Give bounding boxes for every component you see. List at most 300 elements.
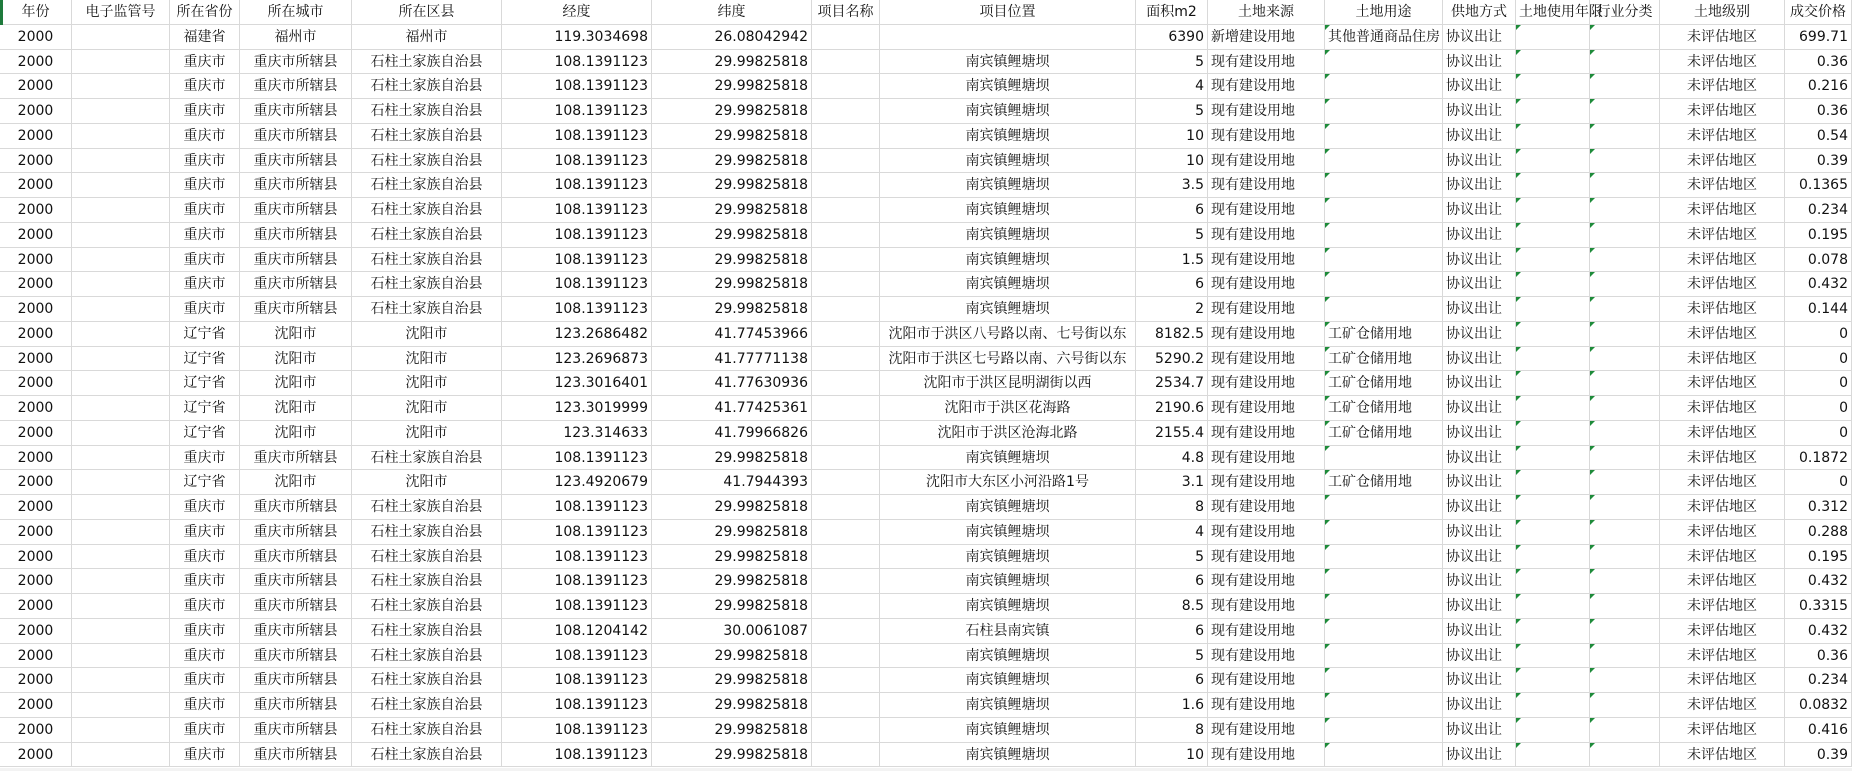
cell-col-province[interactable]: 重庆市: [170, 297, 240, 322]
cell-col-industry[interactable]: [1590, 470, 1660, 495]
cell-col-district[interactable]: 石柱土家族自治县: [352, 198, 502, 223]
cell-col-land-use-years[interactable]: [1516, 644, 1590, 669]
cell-col-province[interactable]: 重庆市: [170, 124, 240, 149]
cell-col-district[interactable]: 石柱土家族自治县: [352, 619, 502, 644]
cell-col-project-name[interactable]: [812, 619, 880, 644]
cell-col-land-source[interactable]: 现有建设用地: [1208, 322, 1325, 347]
cell-col-year[interactable]: 2000: [0, 470, 72, 495]
cell-col-longitude[interactable]: 108.1391123: [502, 248, 652, 273]
cell-col-price[interactable]: 0: [1785, 371, 1852, 396]
cell-col-year[interactable]: 2000: [0, 124, 72, 149]
cell-col-project-location[interactable]: 南宾镇鲤塘坝: [880, 668, 1136, 693]
cell-col-district[interactable]: 石柱土家族自治县: [352, 272, 502, 297]
cell-col-land-source[interactable]: 现有建设用地: [1208, 50, 1325, 75]
cell-col-supply-method[interactable]: 协议出让: [1443, 297, 1516, 322]
cell-col-supply-method[interactable]: 协议出让: [1443, 718, 1516, 743]
cell-col-land-source[interactable]: 现有建设用地: [1208, 520, 1325, 545]
cell-col-year[interactable]: 2000: [0, 495, 72, 520]
cell-col-latitude[interactable]: 26.08042942: [652, 25, 812, 50]
cell-col-district[interactable]: 石柱土家族自治县: [352, 520, 502, 545]
cell-col-supervision-no[interactable]: [72, 371, 170, 396]
cell-col-latitude[interactable]: 29.99825818: [652, 718, 812, 743]
cell-col-province[interactable]: 辽宁省: [170, 470, 240, 495]
cell-col-supply-method[interactable]: 协议出让: [1443, 668, 1516, 693]
cell-col-supervision-no[interactable]: [72, 743, 170, 768]
cell-col-supply-method[interactable]: 协议出让: [1443, 396, 1516, 421]
cell-col-industry[interactable]: [1590, 99, 1660, 124]
cell-col-city[interactable]: 重庆市所辖县: [240, 619, 352, 644]
cell-col-price[interactable]: 0.1365: [1785, 173, 1852, 198]
cell-col-area[interactable]: 2534.7: [1136, 371, 1208, 396]
cell-col-land-source[interactable]: 现有建设用地: [1208, 594, 1325, 619]
cell-col-year[interactable]: 2000: [0, 248, 72, 273]
cell-col-supply-method[interactable]: 协议出让: [1443, 371, 1516, 396]
cell-col-year[interactable]: 2000: [0, 545, 72, 570]
cell-col-land-grade[interactable]: 未评估地区: [1660, 396, 1785, 421]
cell-col-latitude[interactable]: 29.99825818: [652, 149, 812, 174]
cell-col-project-name[interactable]: [812, 495, 880, 520]
cell-col-longitude[interactable]: 119.3034698: [502, 25, 652, 50]
cell-col-land-grade[interactable]: 未评估地区: [1660, 644, 1785, 669]
cell-col-land-use[interactable]: [1325, 74, 1443, 99]
cell-col-land-use-years[interactable]: [1516, 470, 1590, 495]
cell-col-land-use[interactable]: [1325, 149, 1443, 174]
cell-col-latitude[interactable]: 41.77453966: [652, 322, 812, 347]
cell-col-area[interactable]: 10: [1136, 743, 1208, 768]
cell-col-area[interactable]: 10: [1136, 149, 1208, 174]
cell-col-supply-method[interactable]: 协议出让: [1443, 619, 1516, 644]
cell-col-land-use-years[interactable]: [1516, 520, 1590, 545]
cell-col-project-name[interactable]: [812, 74, 880, 99]
cell-col-district[interactable]: 石柱土家族自治县: [352, 223, 502, 248]
cell-col-price[interactable]: 0.36: [1785, 99, 1852, 124]
cell-col-province[interactable]: 重庆市: [170, 495, 240, 520]
cell-col-city[interactable]: 重庆市所辖县: [240, 569, 352, 594]
cell-col-land-grade[interactable]: 未评估地区: [1660, 619, 1785, 644]
cell-col-land-use[interactable]: [1325, 619, 1443, 644]
cell-col-year[interactable]: 2000: [0, 50, 72, 75]
cell-col-project-name[interactable]: [812, 248, 880, 273]
cell-col-supervision-no[interactable]: [72, 421, 170, 446]
cell-col-longitude[interactable]: 108.1391123: [502, 594, 652, 619]
cell-col-supervision-no[interactable]: [72, 223, 170, 248]
cell-col-district[interactable]: 石柱土家族自治县: [352, 668, 502, 693]
cell-col-supervision-no[interactable]: [72, 248, 170, 273]
cell-col-longitude[interactable]: 108.1391123: [502, 569, 652, 594]
cell-col-province[interactable]: 重庆市: [170, 149, 240, 174]
cell-col-project-location[interactable]: 南宾镇鲤塘坝: [880, 743, 1136, 768]
cell-col-district[interactable]: 沈阳市: [352, 322, 502, 347]
cell-col-price[interactable]: 0.432: [1785, 619, 1852, 644]
cell-col-price[interactable]: 0.3315: [1785, 594, 1852, 619]
cell-col-city[interactable]: 重庆市所辖县: [240, 74, 352, 99]
cell-col-land-grade[interactable]: 未评估地区: [1660, 718, 1785, 743]
cell-col-price[interactable]: 0: [1785, 322, 1852, 347]
cell-col-latitude[interactable]: 29.99825818: [652, 495, 812, 520]
cell-col-province[interactable]: 重庆市: [170, 569, 240, 594]
cell-col-land-use-years[interactable]: [1516, 198, 1590, 223]
cell-col-land-grade[interactable]: 未评估地区: [1660, 272, 1785, 297]
cell-col-project-location[interactable]: 沈阳市于洪区七号路以南、六号街以东: [880, 347, 1136, 372]
cell-col-area[interactable]: 4: [1136, 520, 1208, 545]
cell-col-year[interactable]: 2000: [0, 520, 72, 545]
cell-col-industry[interactable]: [1590, 50, 1660, 75]
cell-col-land-source[interactable]: 现有建设用地: [1208, 198, 1325, 223]
cell-col-area[interactable]: 5: [1136, 223, 1208, 248]
cell-col-province[interactable]: 重庆市: [170, 272, 240, 297]
cell-col-industry[interactable]: [1590, 173, 1660, 198]
cell-col-supply-method[interactable]: 协议出让: [1443, 693, 1516, 718]
cell-col-district[interactable]: 福州市: [352, 25, 502, 50]
cell-col-industry[interactable]: [1590, 198, 1660, 223]
header-col-district[interactable]: 所在区县: [352, 0, 502, 25]
cell-col-land-use[interactable]: [1325, 693, 1443, 718]
cell-col-district[interactable]: 沈阳市: [352, 421, 502, 446]
cell-col-project-name[interactable]: [812, 594, 880, 619]
cell-col-longitude[interactable]: 108.1391123: [502, 545, 652, 570]
cell-col-supervision-no[interactable]: [72, 619, 170, 644]
cell-col-project-location[interactable]: 南宾镇鲤塘坝: [880, 520, 1136, 545]
cell-col-price[interactable]: 0: [1785, 470, 1852, 495]
cell-col-land-grade[interactable]: 未评估地区: [1660, 297, 1785, 322]
cell-col-project-name[interactable]: [812, 99, 880, 124]
cell-col-project-location[interactable]: 石柱县南宾镇: [880, 619, 1136, 644]
cell-col-land-grade[interactable]: 未评估地区: [1660, 173, 1785, 198]
cell-col-city[interactable]: 沈阳市: [240, 322, 352, 347]
cell-col-price[interactable]: 0.36: [1785, 50, 1852, 75]
cell-col-area[interactable]: 8.5: [1136, 594, 1208, 619]
cell-col-longitude[interactable]: 108.1391123: [502, 520, 652, 545]
cell-col-project-location[interactable]: 南宾镇鲤塘坝: [880, 124, 1136, 149]
cell-col-province[interactable]: 重庆市: [170, 619, 240, 644]
cell-col-industry[interactable]: [1590, 693, 1660, 718]
cell-col-land-grade[interactable]: 未评估地区: [1660, 743, 1785, 768]
cell-col-land-use[interactable]: 工矿仓储用地: [1325, 371, 1443, 396]
cell-col-supervision-no[interactable]: [72, 74, 170, 99]
cell-col-land-use-years[interactable]: [1516, 545, 1590, 570]
cell-col-city[interactable]: 沈阳市: [240, 470, 352, 495]
cell-col-project-name[interactable]: [812, 743, 880, 768]
cell-col-price[interactable]: 0: [1785, 396, 1852, 421]
cell-col-district[interactable]: 石柱土家族自治县: [352, 50, 502, 75]
cell-col-year[interactable]: 2000: [0, 347, 72, 372]
cell-col-land-grade[interactable]: 未评估地区: [1660, 569, 1785, 594]
cell-col-project-name[interactable]: [812, 396, 880, 421]
cell-col-land-use[interactable]: [1325, 297, 1443, 322]
cell-col-province[interactable]: 重庆市: [170, 743, 240, 768]
cell-col-longitude[interactable]: 108.1391123: [502, 99, 652, 124]
cell-col-industry[interactable]: [1590, 322, 1660, 347]
cell-col-longitude[interactable]: 108.1391123: [502, 50, 652, 75]
cell-col-land-use-years[interactable]: [1516, 272, 1590, 297]
cell-col-price[interactable]: 0.1872: [1785, 446, 1852, 471]
cell-col-city[interactable]: 重庆市所辖县: [240, 173, 352, 198]
cell-col-supervision-no[interactable]: [72, 520, 170, 545]
cell-col-land-use[interactable]: 工矿仓储用地: [1325, 470, 1443, 495]
cell-col-latitude[interactable]: 30.0061087: [652, 619, 812, 644]
cell-col-land-source[interactable]: 现有建设用地: [1208, 149, 1325, 174]
cell-col-project-name[interactable]: [812, 347, 880, 372]
cell-col-industry[interactable]: [1590, 619, 1660, 644]
header-col-price[interactable]: 成交价格: [1785, 0, 1852, 25]
cell-col-land-use[interactable]: [1325, 99, 1443, 124]
cell-col-land-use-years[interactable]: [1516, 248, 1590, 273]
cell-col-land-use[interactable]: [1325, 446, 1443, 471]
cell-col-project-name[interactable]: [812, 718, 880, 743]
cell-col-land-use[interactable]: [1325, 223, 1443, 248]
cell-col-province[interactable]: 重庆市: [170, 520, 240, 545]
cell-col-industry[interactable]: [1590, 347, 1660, 372]
cell-col-project-location[interactable]: 南宾镇鲤塘坝: [880, 594, 1136, 619]
cell-col-year[interactable]: 2000: [0, 569, 72, 594]
cell-col-supervision-no[interactable]: [72, 470, 170, 495]
cell-col-industry[interactable]: [1590, 124, 1660, 149]
cell-col-area[interactable]: 5: [1136, 99, 1208, 124]
cell-col-project-location[interactable]: 南宾镇鲤塘坝: [880, 495, 1136, 520]
header-col-land-use[interactable]: 土地用途: [1325, 0, 1443, 25]
cell-col-city[interactable]: 重庆市所辖县: [240, 668, 352, 693]
cell-col-price[interactable]: 0.39: [1785, 743, 1852, 768]
cell-col-supervision-no[interactable]: [72, 569, 170, 594]
cell-col-district[interactable]: 石柱土家族自治县: [352, 718, 502, 743]
cell-col-supply-method[interactable]: 协议出让: [1443, 173, 1516, 198]
cell-col-supply-method[interactable]: 协议出让: [1443, 644, 1516, 669]
header-col-project-name[interactable]: 项目名称: [812, 0, 880, 25]
header-col-land-grade[interactable]: 土地级别: [1660, 0, 1785, 25]
cell-col-longitude[interactable]: 123.3019999: [502, 396, 652, 421]
cell-col-year[interactable]: 2000: [0, 421, 72, 446]
cell-col-supply-method[interactable]: 协议出让: [1443, 520, 1516, 545]
cell-col-area[interactable]: 8182.5: [1136, 322, 1208, 347]
cell-col-price[interactable]: 0.54: [1785, 124, 1852, 149]
cell-col-price[interactable]: 0: [1785, 347, 1852, 372]
cell-col-industry[interactable]: [1590, 569, 1660, 594]
cell-col-supply-method[interactable]: 协议出让: [1443, 99, 1516, 124]
cell-col-land-use[interactable]: [1325, 594, 1443, 619]
cell-col-project-location[interactable]: 南宾镇鲤塘坝: [880, 718, 1136, 743]
cell-col-latitude[interactable]: 29.99825818: [652, 569, 812, 594]
cell-col-latitude[interactable]: 29.99825818: [652, 124, 812, 149]
cell-col-province[interactable]: 重庆市: [170, 248, 240, 273]
cell-col-land-use-years[interactable]: [1516, 619, 1590, 644]
cell-col-year[interactable]: 2000: [0, 446, 72, 471]
cell-col-land-use[interactable]: 工矿仓储用地: [1325, 396, 1443, 421]
cell-col-area[interactable]: 6: [1136, 668, 1208, 693]
cell-col-district[interactable]: 石柱土家族自治县: [352, 594, 502, 619]
cell-col-area[interactable]: 1.5: [1136, 248, 1208, 273]
cell-col-supervision-no[interactable]: [72, 396, 170, 421]
cell-col-latitude[interactable]: 29.99825818: [652, 198, 812, 223]
header-col-area[interactable]: 面积m2: [1136, 0, 1208, 25]
cell-col-land-use[interactable]: [1325, 668, 1443, 693]
cell-col-supply-method[interactable]: 协议出让: [1443, 495, 1516, 520]
cell-col-land-use-years[interactable]: [1516, 446, 1590, 471]
cell-col-district[interactable]: 石柱土家族自治县: [352, 446, 502, 471]
cell-col-latitude[interactable]: 29.99825818: [652, 50, 812, 75]
cell-col-latitude[interactable]: 29.99825818: [652, 446, 812, 471]
cell-col-project-location[interactable]: 南宾镇鲤塘坝: [880, 223, 1136, 248]
cell-col-supply-method[interactable]: 协议出让: [1443, 545, 1516, 570]
cell-col-land-use-years[interactable]: [1516, 347, 1590, 372]
cell-col-land-use-years[interactable]: [1516, 668, 1590, 693]
cell-col-supervision-no[interactable]: [72, 173, 170, 198]
cell-col-land-grade[interactable]: 未评估地区: [1660, 198, 1785, 223]
cell-col-year[interactable]: 2000: [0, 99, 72, 124]
header-col-city[interactable]: 所在城市: [240, 0, 352, 25]
cell-col-city[interactable]: 重庆市所辖县: [240, 149, 352, 174]
cell-col-land-source[interactable]: 现有建设用地: [1208, 99, 1325, 124]
cell-col-industry[interactable]: [1590, 594, 1660, 619]
cell-col-area[interactable]: 2155.4: [1136, 421, 1208, 446]
cell-col-industry[interactable]: [1590, 446, 1660, 471]
cell-col-land-grade[interactable]: 未评估地区: [1660, 668, 1785, 693]
cell-col-city[interactable]: 重庆市所辖县: [240, 495, 352, 520]
cell-col-project-name[interactable]: [812, 198, 880, 223]
header-col-project-location[interactable]: 项目位置: [880, 0, 1136, 25]
cell-col-year[interactable]: 2000: [0, 371, 72, 396]
cell-col-industry[interactable]: [1590, 248, 1660, 273]
cell-col-land-source[interactable]: 现有建设用地: [1208, 569, 1325, 594]
cell-col-year[interactable]: 2000: [0, 644, 72, 669]
cell-col-supervision-no[interactable]: [72, 25, 170, 50]
cell-col-land-grade[interactable]: 未评估地区: [1660, 371, 1785, 396]
cell-col-latitude[interactable]: 29.99825818: [652, 272, 812, 297]
cell-col-year[interactable]: 2000: [0, 668, 72, 693]
cell-col-industry[interactable]: [1590, 520, 1660, 545]
header-col-supply-method[interactable]: 供地方式: [1443, 0, 1516, 25]
cell-col-land-source[interactable]: 现有建设用地: [1208, 272, 1325, 297]
cell-col-city[interactable]: 重庆市所辖县: [240, 50, 352, 75]
cell-col-land-use-years[interactable]: [1516, 124, 1590, 149]
cell-col-area[interactable]: 5: [1136, 644, 1208, 669]
cell-col-price[interactable]: 0.195: [1785, 223, 1852, 248]
cell-col-project-name[interactable]: [812, 668, 880, 693]
cell-col-project-location[interactable]: 南宾镇鲤塘坝: [880, 50, 1136, 75]
cell-col-project-name[interactable]: [812, 470, 880, 495]
cell-col-longitude[interactable]: 108.1391123: [502, 693, 652, 718]
cell-col-land-grade[interactable]: 未评估地区: [1660, 149, 1785, 174]
cell-col-longitude[interactable]: 108.1391123: [502, 644, 652, 669]
cell-col-city[interactable]: 重庆市所辖县: [240, 272, 352, 297]
cell-col-district[interactable]: 沈阳市: [352, 396, 502, 421]
cell-col-land-use[interactable]: 工矿仓储用地: [1325, 421, 1443, 446]
cell-col-latitude[interactable]: 29.99825818: [652, 223, 812, 248]
cell-col-latitude[interactable]: 29.99825818: [652, 693, 812, 718]
header-col-latitude[interactable]: 纬度: [652, 0, 812, 25]
cell-col-district[interactable]: 石柱土家族自治县: [352, 743, 502, 768]
cell-col-area[interactable]: 2190.6: [1136, 396, 1208, 421]
cell-col-land-use[interactable]: [1325, 743, 1443, 768]
cell-col-province[interactable]: 辽宁省: [170, 421, 240, 446]
cell-col-year[interactable]: 2000: [0, 198, 72, 223]
cell-col-district[interactable]: 石柱土家族自治县: [352, 644, 502, 669]
cell-col-project-name[interactable]: [812, 569, 880, 594]
cell-col-province[interactable]: 辽宁省: [170, 371, 240, 396]
cell-col-latitude[interactable]: 29.99825818: [652, 594, 812, 619]
header-col-land-use-years[interactable]: 土地使用年限: [1516, 0, 1590, 25]
cell-col-supervision-no[interactable]: [72, 322, 170, 347]
cell-col-longitude[interactable]: 108.1391123: [502, 272, 652, 297]
cell-col-province[interactable]: 重庆市: [170, 668, 240, 693]
cell-col-land-grade[interactable]: 未评估地区: [1660, 520, 1785, 545]
cell-col-project-location[interactable]: 南宾镇鲤塘坝: [880, 446, 1136, 471]
cell-col-supervision-no[interactable]: [72, 297, 170, 322]
cell-col-project-name[interactable]: [812, 322, 880, 347]
cell-col-project-location[interactable]: 南宾镇鲤塘坝: [880, 569, 1136, 594]
cell-col-province[interactable]: 重庆市: [170, 594, 240, 619]
cell-col-project-name[interactable]: [812, 693, 880, 718]
cell-col-supervision-no[interactable]: [72, 668, 170, 693]
cell-col-area[interactable]: 3.1: [1136, 470, 1208, 495]
cell-col-project-location[interactable]: 南宾镇鲤塘坝: [880, 74, 1136, 99]
cell-col-district[interactable]: 沈阳市: [352, 347, 502, 372]
cell-col-province[interactable]: 重庆市: [170, 693, 240, 718]
cell-col-latitude[interactable]: 29.99825818: [652, 99, 812, 124]
cell-col-project-location[interactable]: [880, 25, 1136, 50]
cell-col-industry[interactable]: [1590, 668, 1660, 693]
cell-col-land-source[interactable]: 现有建设用地: [1208, 619, 1325, 644]
cell-col-land-use[interactable]: 工矿仓储用地: [1325, 347, 1443, 372]
cell-col-project-name[interactable]: [812, 520, 880, 545]
cell-col-area[interactable]: 6: [1136, 198, 1208, 223]
cell-col-province[interactable]: 重庆市: [170, 446, 240, 471]
cell-col-supply-method[interactable]: 协议出让: [1443, 347, 1516, 372]
cell-col-longitude[interactable]: 123.2696873: [502, 347, 652, 372]
cell-col-industry[interactable]: [1590, 371, 1660, 396]
cell-col-supervision-no[interactable]: [72, 693, 170, 718]
cell-col-industry[interactable]: [1590, 718, 1660, 743]
cell-col-supply-method[interactable]: 协议出让: [1443, 223, 1516, 248]
cell-col-supervision-no[interactable]: [72, 718, 170, 743]
cell-col-longitude[interactable]: 123.314633: [502, 421, 652, 446]
cell-col-land-source[interactable]: 现有建设用地: [1208, 668, 1325, 693]
cell-col-project-name[interactable]: [812, 149, 880, 174]
cell-col-land-use-years[interactable]: [1516, 99, 1590, 124]
cell-col-area[interactable]: 5: [1136, 50, 1208, 75]
cell-col-supply-method[interactable]: 协议出让: [1443, 149, 1516, 174]
cell-col-latitude[interactable]: 29.99825818: [652, 173, 812, 198]
cell-col-land-use-years[interactable]: [1516, 718, 1590, 743]
cell-col-price[interactable]: 0.078: [1785, 248, 1852, 273]
cell-col-price[interactable]: 0.0832: [1785, 693, 1852, 718]
cell-col-province[interactable]: 重庆市: [170, 545, 240, 570]
cell-col-supervision-no[interactable]: [72, 198, 170, 223]
cell-col-land-source[interactable]: 现有建设用地: [1208, 545, 1325, 570]
cell-col-industry[interactable]: [1590, 495, 1660, 520]
cell-col-supply-method[interactable]: 协议出让: [1443, 446, 1516, 471]
cell-col-supply-method[interactable]: 协议出让: [1443, 248, 1516, 273]
cell-col-price[interactable]: 0.432: [1785, 569, 1852, 594]
cell-col-longitude[interactable]: 108.1391123: [502, 718, 652, 743]
cell-col-project-name[interactable]: [812, 545, 880, 570]
cell-col-price[interactable]: 699.71: [1785, 25, 1852, 50]
cell-col-city[interactable]: 重庆市所辖县: [240, 124, 352, 149]
cell-col-land-source[interactable]: 新增建设用地: [1208, 25, 1325, 50]
cell-col-land-source[interactable]: 现有建设用地: [1208, 297, 1325, 322]
cell-col-province[interactable]: 辽宁省: [170, 396, 240, 421]
cell-col-city[interactable]: 重庆市所辖县: [240, 594, 352, 619]
cell-col-latitude[interactable]: 41.7944393: [652, 470, 812, 495]
cell-col-year[interactable]: 2000: [0, 322, 72, 347]
cell-col-year[interactable]: 2000: [0, 149, 72, 174]
cell-col-land-grade[interactable]: 未评估地区: [1660, 693, 1785, 718]
cell-col-industry[interactable]: [1590, 149, 1660, 174]
cell-col-price[interactable]: 0: [1785, 421, 1852, 446]
cell-col-project-location[interactable]: 沈阳市于洪区沧海北路: [880, 421, 1136, 446]
cell-col-area[interactable]: 1.6: [1136, 693, 1208, 718]
cell-col-land-source[interactable]: 现有建设用地: [1208, 223, 1325, 248]
cell-col-district[interactable]: 石柱土家族自治县: [352, 173, 502, 198]
